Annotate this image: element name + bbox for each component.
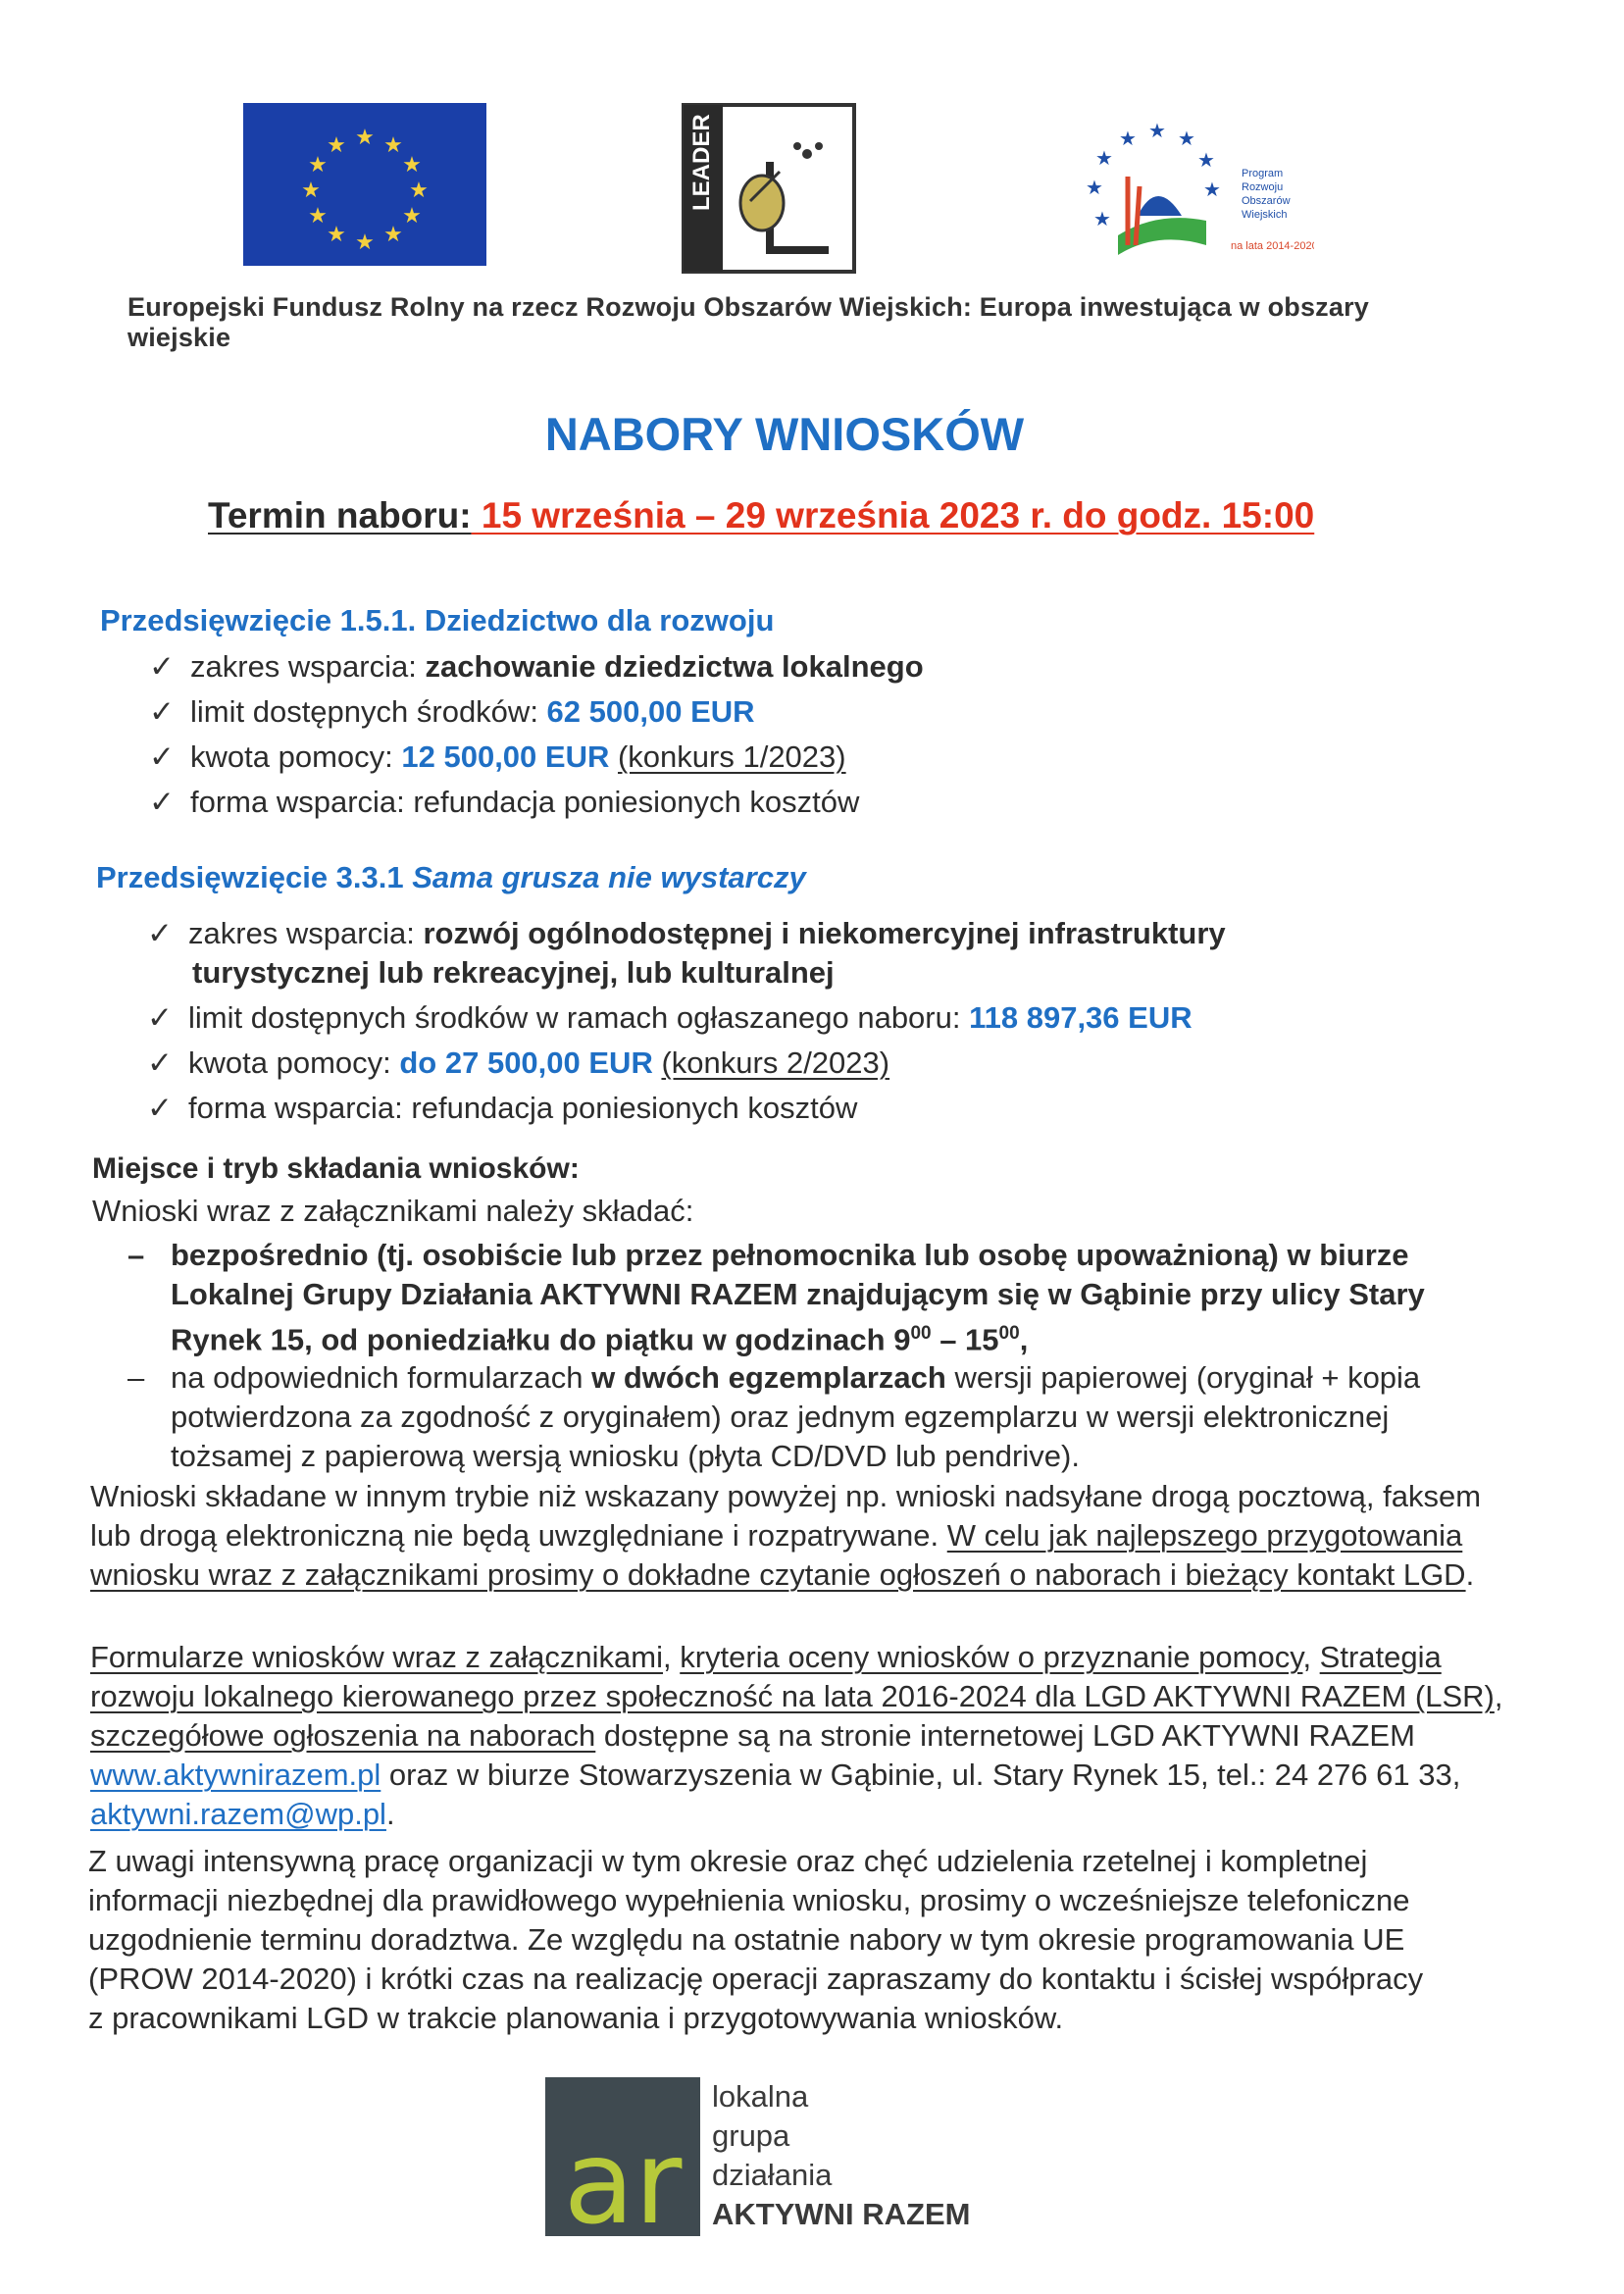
svg-text:★: ★ [355,230,375,255]
svg-text:★: ★ [1203,178,1221,201]
submission-intro: Wnioski wraz z załącznikami należy składać: [92,1194,694,1228]
svg-text:★: ★ [327,223,346,247]
svg-text:★: ★ [1148,119,1166,142]
deadline [208,495,1314,536]
list-item: ✓ limit dostępnych środków w ramach ogłaszanego naboru: 118 897,36 EUR [147,998,1193,1038]
dash-marker: – [127,1360,145,1395]
svg-text:★: ★ [383,223,403,247]
svg-text:★: ★ [1119,127,1137,150]
list-item: ✓ zakres wsparcia: rozwój ogólnodostępnej i niekomercyjnej infrastruktury [147,914,1226,953]
svg-text:★: ★ [402,204,422,229]
measure-1-title: Przedsięwzięcie 1.5.1. Dziedzictwo dla rozwoju [100,603,775,637]
submission-paragraph-2: Formularze wniosków wraz z załącznikami, kryteria oceny wniosków o przyznanie pomocy, Strategia rozwoju lokalnego kierowanego przez społeczność na lata 2016-2024 dla LGD AKTYWNI RAZEM (LSR), szczegółowe ogłoszenia na naborach dostępne są na stronie internetowej LGD AKTYWNI RAZEM www.aktywnirazem.pl oraz w biurze Stowarzyszenia w Gąbinie, ul. Stary Rynek 15, tel.: 24 276 61 33, aktywni.razem@wp.pl. [90,1640,1503,1831]
lgd-logo-mark [545,2077,700,2236]
prow-logo-text: Rozwoju [1242,181,1284,193]
prow-logo [1059,118,1314,265]
svg-text:★: ★ [402,153,422,178]
check-icon: ✓ [149,739,175,774]
submission-heading: Miejsce i tryb składania wniosków: [92,1152,580,1185]
check-icon: ✓ [149,785,175,819]
leader-logo [682,103,856,274]
svg-text:★: ★ [1086,176,1103,199]
fund-caption: Europejski Fundusz Rolny na rzecz Rozwoju Obszarów Wiejskich: Europa inwestująca w obszary wiejskie [127,292,1370,352]
check-icon: ✓ [149,694,175,729]
page-title: NABORY WNIOSKÓW [544,408,1025,460]
deadline-value: 15 września – 29 września 2023 r. do godz. 15:00 [471,495,1315,535]
email-link[interactable]: aktywni.razem@wp.pl [90,1797,386,1831]
list-item: ✓ limit dostępnych środków: 62 500,00 EUR [149,692,755,732]
svg-text:★: ★ [383,133,403,158]
check-icon: ✓ [147,1045,173,1080]
list-item: ✓ kwota pomocy: 12 500,00 EUR (konkurs 1/2023) [149,738,846,777]
svg-text:★: ★ [1095,146,1113,170]
dash-marker: – [127,1238,145,1272]
svg-text:★: ★ [1178,127,1195,150]
svg-text:★: ★ [1093,207,1111,230]
website-link[interactable]: www.aktywnirazem.pl [90,1758,381,1792]
deadline-label: Termin naboru: [208,495,472,535]
list-item-continuation: turystycznej lub rekreacyjnej, lub kulturalnej [192,955,835,990]
prow-logo-text: Obszarów [1242,195,1291,207]
svg-text:★: ★ [355,126,375,150]
lgd-logo-text: lokalna grupa działania AKTYWNI RAZEM [712,2077,970,2234]
svg-text:★: ★ [327,133,346,158]
prow-logo-years: na lata 2014-2020 [1231,240,1314,252]
svg-text:★: ★ [308,153,328,178]
eu-flag-logo [243,103,486,266]
list-item: ✓ forma wsparcia: refundacja poniesionych kosztów [149,783,859,822]
svg-text:★: ★ [308,204,328,229]
svg-text:★: ★ [409,178,429,203]
check-icon: ✓ [147,1091,173,1125]
submission-option-1: – bezpośrednio (tj. osobiście lub przez pełnomocnika lub osobę upoważnioną) w biurze Lokalnej Grupy Działania AKTYWNI RAZEM znajdującym się w Gąbinie przy ulicy Stary Rynek 15, od poniedziałku do piątku w godzinach $9^{00} - 15^{00}$, [127,1238,1425,1357]
check-icon: ✓ [147,1000,173,1035]
list-item: ✓ forma wsparcia: refundacja poniesionych kosztów [147,1089,857,1128]
prow-logo-text: Program [1242,168,1284,179]
leader-logo-text: LEADER [688,114,715,211]
lgd-name: AKTYWNI RAZEM [712,2197,971,2231]
eu-stars-icon [243,103,486,266]
svg-text:★: ★ [1197,148,1215,172]
svg-text:★: ★ [301,178,321,203]
prow-logo-text: Wiejskich [1242,209,1288,221]
lgd-logo-mark-text: ar [563,2115,683,2236]
submission-option-2: – na odpowiednich formularzach w dwóch egzemplarzach wersji papierowej (oryginał + kopia potwierdzona za zgodność z oryginałem) oraz jednym egzemplarzu w wersji elektronicznej tożsamej z papierową wersją wniosku (płyta CD/DVD lub pendrive). [127,1360,1421,1473]
list-item: ✓ zakres wsparcia: zachowanie dziedzictwa lokalnego [149,647,924,687]
check-icon: ✓ [147,916,173,950]
submission-paragraph-3: Z uwagi intensywną pracę organizacji w tym okresie oraz chęć udzielenia rzetelnej i kompletnej informacji niezbędnej dla prawidłowego wypełnienia wniosku, prosimy o wcześniejsze telefoniczne uzgodnienie terminu doradztwa. Ze względu na ostatnie nabory w tym okresie programowania UE (PROW 2014-2020) i krótki czas na realizację operacji zapraszamy do kontaktu i ścisłej współpracy z pracownikami LGD w trakcie planowania i przygotowywania wniosków. [88,1844,1424,2035]
submission-paragraph-1: Wnioski składane w innym trybie niż wskazany powyżej np. wnioski nadsyłane drogą pocztową, faksem lub drogą elektroniczną nie będą uwzględniane i rozpatrywane. W celu jak najlepszego przygotowania wniosku wraz z załącznikami prosimy o dokładne czytanie ogłoszeń o naborach i bieżący kontakt LGD. [90,1479,1482,1592]
check-icon: ✓ [149,649,175,684]
measure-2-title: Przedsięwzięcie 3.3.1 Sama grusza nie wystarczy [96,860,806,894]
list-item: ✓ kwota pomocy: do 27 500,00 EUR (konkurs 2/2023) [147,1044,889,1083]
